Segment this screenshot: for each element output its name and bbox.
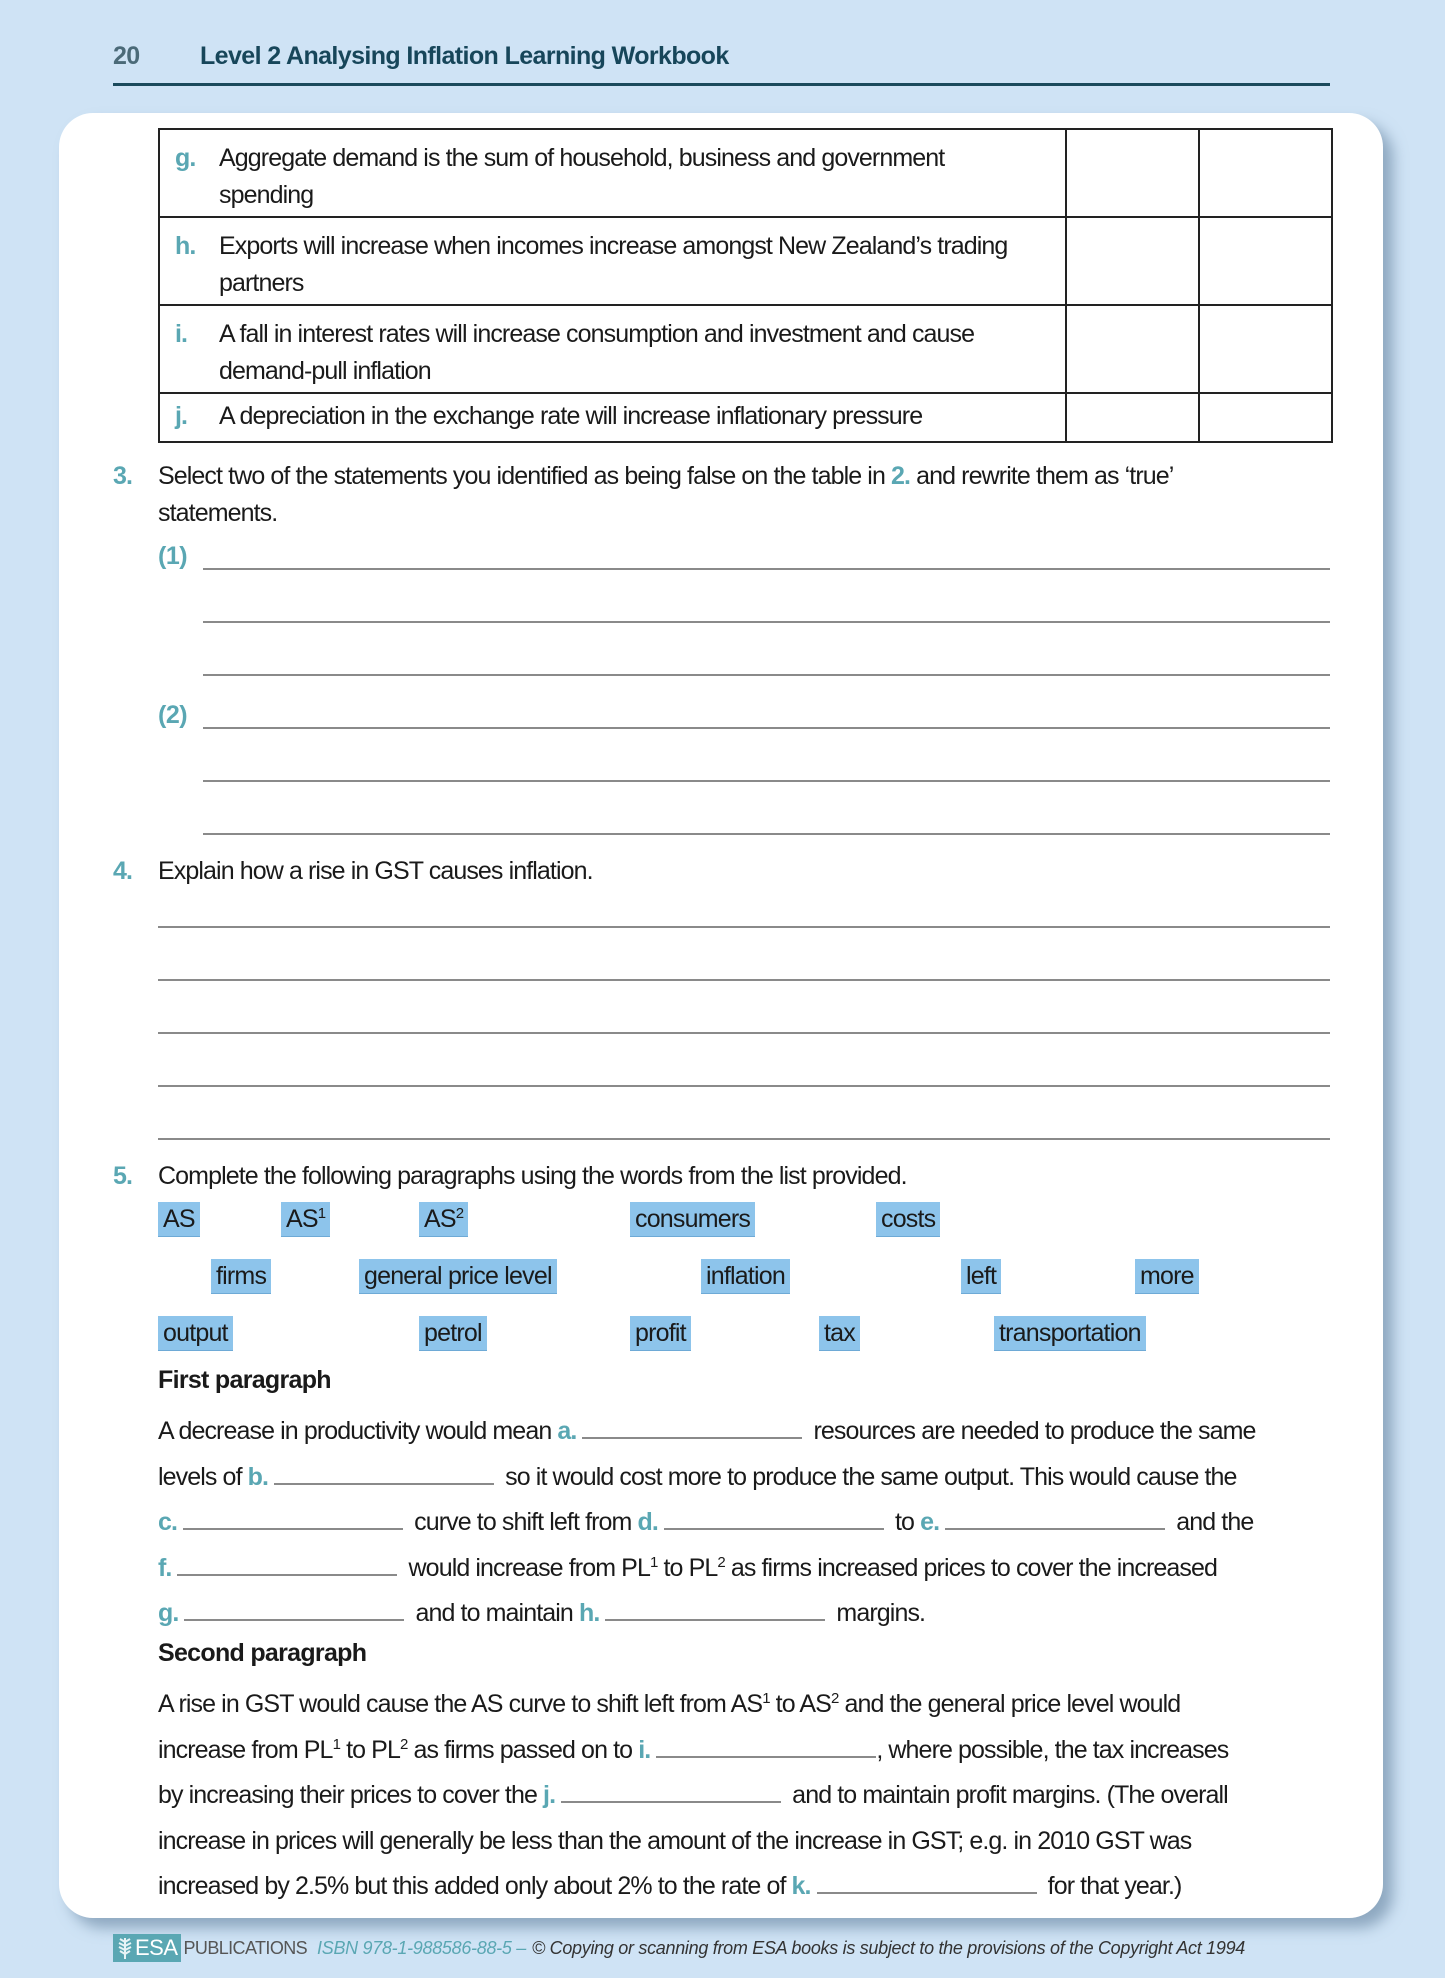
answer-cell-false[interactable]	[1199, 393, 1332, 442]
page-header	[113, 30, 1330, 86]
answer-line[interactable]	[203, 833, 1330, 835]
word-chip: $AS^2$	[419, 1202, 468, 1237]
answer-line[interactable]	[158, 979, 1330, 981]
blank-j[interactable]	[561, 1783, 781, 1803]
row-label: i.	[175, 320, 188, 348]
answer-label-2: (2)	[158, 701, 188, 729]
question-number: 3.	[113, 462, 133, 490]
question-number: 5.	[113, 1162, 133, 1190]
blank-i[interactable]	[656, 1738, 876, 1758]
publisher-logo: ESA	[113, 1934, 181, 1962]
statement-text: Exports will increase when incomes increase amongst New Zealand’s trading partners	[219, 232, 1008, 297]
question-5	[113, 1158, 1268, 1195]
answer-line[interactable]	[158, 1138, 1330, 1140]
answer-line[interactable]	[203, 621, 1330, 623]
word-chip: tax	[819, 1316, 860, 1351]
true-false-table	[158, 128, 1333, 443]
word-chip: AS	[158, 1202, 200, 1237]
blank-g[interactable]	[184, 1601, 404, 1621]
answer-cell-false[interactable]	[1199, 305, 1332, 393]
statement-text: Aggregate demand is the sum of household, business and government spending	[219, 144, 945, 209]
answer-cell-true[interactable]	[1066, 305, 1199, 393]
row-label: j.	[175, 402, 188, 430]
answer-line[interactable]	[203, 727, 1330, 729]
page-number: 20	[113, 42, 140, 70]
answer-cell-false[interactable]	[1199, 217, 1332, 305]
second-paragraph-heading: Second paragraph	[158, 1639, 367, 1667]
blank-k[interactable]	[817, 1874, 1037, 1894]
row-label: g.	[175, 144, 196, 172]
copyright-notice: © Copying or scanning from ESA books is subject to the provisions of the Copyright Act 1994	[531, 1937, 1245, 1958]
question-4	[113, 853, 1268, 890]
word-chip: general price level	[359, 1259, 557, 1294]
answer-line[interactable]	[158, 1032, 1330, 1034]
word-chip: petrol	[419, 1316, 487, 1351]
word-chip: firms	[211, 1259, 271, 1294]
word-chip: left	[961, 1259, 1001, 1294]
word-chip: $AS^1$	[281, 1202, 330, 1237]
word-chip: consumers	[630, 1202, 755, 1237]
blank-e[interactable]	[945, 1510, 1165, 1530]
first-paragraph-heading: First paragraph	[158, 1366, 331, 1394]
word-chip: more	[1135, 1259, 1199, 1294]
question-number: 4.	[113, 857, 133, 885]
answer-line[interactable]	[203, 568, 1330, 570]
answer-cell-true[interactable]	[1066, 393, 1199, 442]
blank-d[interactable]	[664, 1510, 884, 1530]
table-row	[159, 129, 1332, 217]
word-chip: inflation	[701, 1259, 790, 1294]
table-row	[159, 305, 1332, 393]
answer-line[interactable]	[203, 780, 1330, 782]
tree-icon	[116, 1936, 134, 1960]
statement-text: A fall in interest rates will increase consumption and investment and cause demand-pull inflation	[219, 320, 975, 385]
answer-cell-false[interactable]	[1199, 129, 1332, 217]
statement-text: A depreciation in the exchange rate will increase inflationary pressure	[219, 402, 923, 430]
publisher-name: PUBLICATIONS	[183, 1937, 308, 1958]
answer-line[interactable]	[158, 1085, 1330, 1087]
question-text: Explain how a rise in GST causes inflation.	[158, 857, 593, 885]
answer-line[interactable]	[203, 674, 1330, 676]
blank-a[interactable]	[582, 1419, 802, 1439]
answer-cell-true[interactable]	[1066, 129, 1199, 217]
word-chip: costs	[876, 1202, 940, 1237]
word-chip: profit	[630, 1316, 691, 1351]
row-label: h.	[175, 232, 196, 260]
question-3	[113, 458, 1268, 532]
blank-b[interactable]	[274, 1465, 494, 1485]
page-footer	[113, 1934, 1245, 1962]
answer-line[interactable]	[158, 926, 1330, 928]
table-row	[159, 393, 1332, 442]
first-paragraph: A decrease in productivity would mean a. resources are needed to produce the same levels of b. so it would cost more to produce the same output. This would cause the c. curve to shift left from d. to e. and the f. would increase from $PL^1$ to $PL^2$ as firms increased prices to cover the increased g. and to maintain h. margins.	[158, 1417, 1256, 1627]
word-chip: transportation	[994, 1316, 1146, 1351]
isbn: ISBN 978-1-988586-88-5 –	[317, 1937, 526, 1958]
blank-h[interactable]	[605, 1601, 825, 1621]
book-title: Level 2 Analysing Inflation Learning Workbook	[200, 42, 729, 70]
question-text: Complete the following paragraphs using the words from the list provided.	[158, 1162, 907, 1190]
table-row	[159, 217, 1332, 305]
answer-label-1: (1)	[158, 542, 188, 570]
word-chip: output	[158, 1316, 233, 1351]
answer-cell-true[interactable]	[1066, 217, 1199, 305]
blank-c[interactable]	[183, 1510, 403, 1530]
question-text: Select two of the statements you identified as being false on the table in 2. and rewrite them as ‘true’ statements.	[158, 462, 1174, 527]
blank-f[interactable]	[177, 1556, 397, 1576]
second-paragraph: A rise in GST would cause the AS curve to shift left from $AS^1$ to $AS^2$ and the general price level would increase from $PL^1$ to $PL^2$ as firms passed on to i. , where possible, the tax increases by increasing their prices to cover the j. and to maintain profit margins. (The overall increase in prices will generally be less than the amount of the increase in GST; e.g. in 2010 GST was increased by 2.5% but this added only about 2% to the rate of k. for that year.)	[158, 1690, 1229, 1900]
